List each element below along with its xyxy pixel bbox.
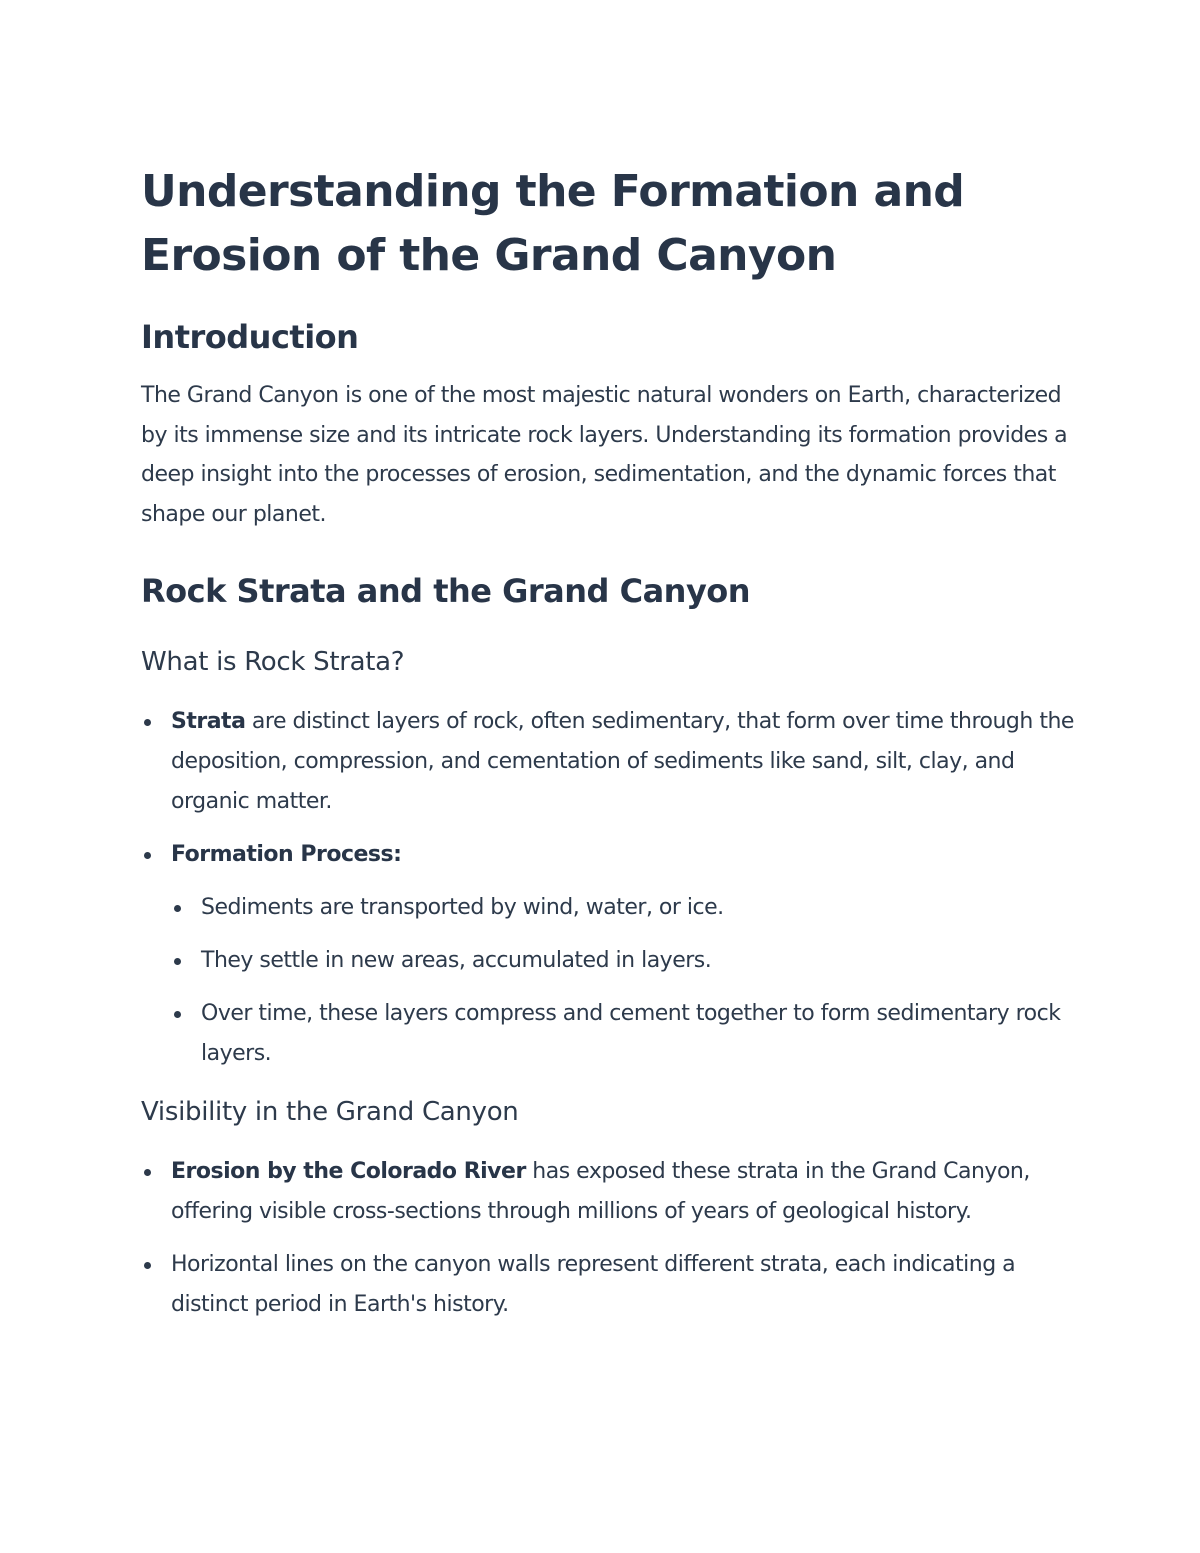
visibility-heading: Visibility in the Grand Canyon [141,1097,519,1127]
formation-process-sublist [171,888,1081,1074]
bullet-icon [174,1011,181,1018]
strata-definition: are distinct layers of rock, often sedimentary, that form over time through the deposition, compression, and cementation of sediments like sand, silt, clay, and organic matter. [171,709,1074,814]
sub-list-item [171,888,1081,928]
sub-list-item [171,941,1081,981]
bullet-icon [144,1169,151,1176]
list-item [141,1152,1081,1232]
title-line-2: Erosion of the Grand Canyon [141,230,837,281]
bullet-icon [144,1262,151,1269]
what-is-strata-list [141,702,1081,1074]
bullet-icon [144,852,151,859]
bullet-icon [144,719,151,726]
horizontal-lines-text: Horizontal lines on the canyon walls represent different strata, each indicating a distinct period in Earth's history. [171,1252,1016,1317]
document-title [141,160,1081,288]
introduction-heading: Introduction [141,318,359,356]
sub-list-item-text: Sediments are transported by wind, water, or ice. [201,895,724,920]
sub-list-item-text: They settle in new areas, accumulated in layers. [201,948,712,973]
colorado-river-text: has exposed these strata in the Grand Canyon, offering visible cross-sections through millions of years of geological history. [171,1159,1030,1224]
formation-process-term: Formation Process: [171,842,402,867]
document-page [141,160,1081,1338]
list-item [141,702,1081,822]
sub-list-item-text: Over time, these layers compress and cement together to form sedimentary rock layers. [201,1001,1061,1066]
bullet-icon [174,905,181,912]
strata-term: Strata [171,709,246,734]
introduction-paragraph: The Grand Canyon is one of the most majestic natural wonders on Earth, characterized by its immense size and its intricate rock layers. Understanding its formation provides a deep insight into the processes of erosion, sedimentation, and the dynamic forces that shape our planet. [141,383,1068,527]
sub-list-item [171,994,1081,1074]
colorado-river-term: Erosion by the Colorado River [171,1159,526,1184]
what-is-rock-strata-heading: What is Rock Strata? [141,647,405,677]
list-item [141,1245,1081,1325]
visibility-list [141,1152,1081,1325]
title-line-1: Understanding the Formation and [141,166,965,217]
list-item [141,835,1081,1074]
rock-strata-heading: Rock Strata and the Grand Canyon [141,572,751,610]
bullet-icon [174,958,181,965]
